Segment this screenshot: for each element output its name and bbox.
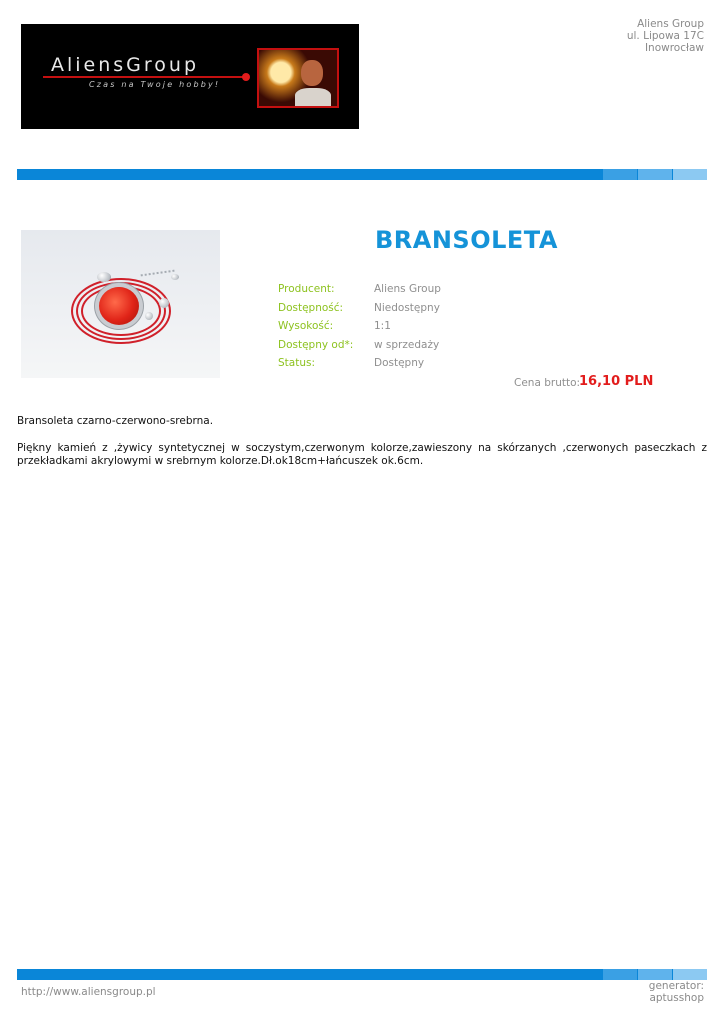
footer-website-link[interactable]: http://www.aliensgroup.pl	[21, 986, 156, 998]
company-name: Aliens Group	[637, 18, 704, 30]
spec-value-available-from: w sprzedaży	[374, 339, 440, 351]
red-stone	[99, 287, 139, 325]
bar-segment-1	[603, 969, 637, 980]
company-street: ul. Lipowa 17C	[626, 30, 704, 42]
bar-segment-3	[673, 969, 707, 980]
header-divider-bar	[17, 169, 707, 180]
spec-label-height: Wysokość:	[278, 320, 334, 332]
logo-red-line	[43, 76, 243, 78]
spec-label-producer: Producent:	[278, 283, 335, 295]
logo-red-dot	[242, 73, 250, 81]
logo-photo-shirt	[295, 88, 331, 106]
bar-segment-2	[638, 969, 672, 980]
spec-value-availability: Niedostępny	[374, 302, 440, 314]
generator-name: aptusshop	[649, 992, 704, 1004]
company-city: Inowrocław	[644, 42, 704, 54]
logo-photo-face	[301, 60, 323, 86]
silver-bead	[159, 298, 169, 308]
spec-value-producer: Aliens Group	[374, 283, 441, 295]
product-summary: Bransoleta czarno-czerwono-srebrna.	[17, 415, 214, 427]
logo-wordmark: AliensGroup	[51, 54, 200, 76]
spec-value-height: 1:1	[374, 320, 391, 332]
price-label: Cena brutto:	[514, 377, 581, 389]
spec-label-status: Status:	[278, 357, 315, 369]
silver-bead	[145, 312, 153, 320]
product-description: Piękny kamień z ,żywicy syntetycznej w soczystym,czerwonym kolorze,zawieszony na skórzanych ,czerwonych paseczkach z przekładkami akrylowymi w srebrnym kolorze.Dł.ok18cm+łańcuszek ok.6cm.	[17, 442, 707, 467]
generator-label: generator:	[648, 980, 704, 992]
product-title: BRANSOLETA	[375, 226, 558, 254]
silver-clasp	[97, 272, 111, 282]
footer-divider-bar	[17, 969, 707, 980]
spec-value-status: Dostępny	[374, 357, 425, 369]
logo-tagline: Czas na Twoje hobby!	[89, 80, 221, 89]
product-image	[21, 230, 220, 378]
spec-label-availability: Dostępność:	[278, 302, 344, 314]
logo-photo	[257, 48, 339, 108]
bar-segment-2	[638, 169, 672, 180]
bar-segment-1	[603, 169, 637, 180]
silver-bead	[171, 274, 179, 280]
company-address	[627, 18, 704, 54]
price-value: 16,10 PLN	[579, 374, 654, 389]
footer-generator	[649, 980, 704, 1004]
company-logo	[21, 24, 359, 129]
spec-label-available-from: Dostępny od*:	[278, 339, 354, 351]
bar-segment-3	[673, 169, 707, 180]
